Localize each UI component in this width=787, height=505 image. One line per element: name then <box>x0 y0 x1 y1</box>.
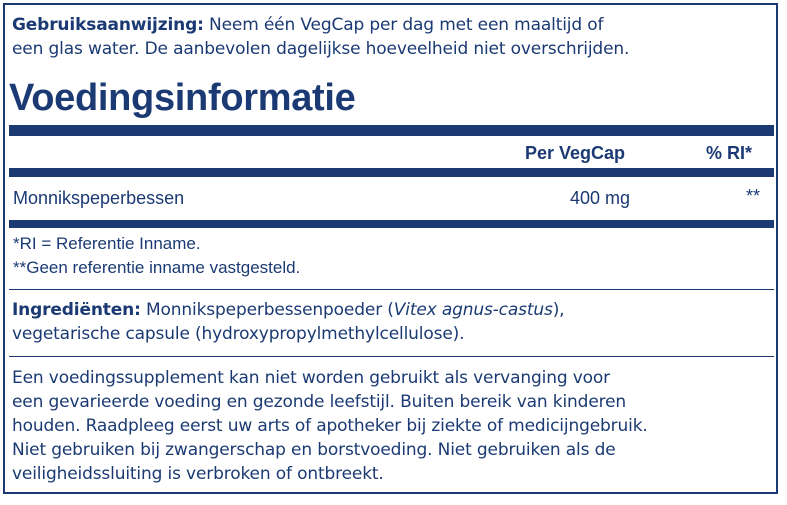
usage-line-1 <box>12 14 772 38</box>
ingredients-line-2: vegetarische capsule (hydroxypropylmethylcellulose). <box>12 324 465 344</box>
usage-line-2: een glas water. De aanbevolen dagelijkse hoeveelheid niet overschrijden. <box>12 39 630 59</box>
nutrition-title: Voedingsinformatie <box>9 77 356 119</box>
ingredients-text-after: ), <box>552 300 565 320</box>
ingredients-label: Ingrediënten: <box>12 300 141 320</box>
warning-line: een gevarieerde voeding en gezonde leefstijl. Buiten bereik van kinderen <box>12 392 627 412</box>
ingredients-line-1 <box>12 299 772 323</box>
column-header-per-vegcap: Per VegCap <box>525 143 626 163</box>
warning-line: Niet gebruiken bij zwangerschap en borstvoeding. Niet gebruiken als de <box>12 440 616 460</box>
column-header-ri: % RI* <box>706 143 753 163</box>
footnote-no-ri: **Geen referentie inname vastgesteld. <box>13 258 301 277</box>
section-divider <box>9 289 774 290</box>
warning-line: veiligheidssluiting is verbroken of ontbreekt. <box>12 464 384 484</box>
ingredient-name-cell: Monnikspeperbessen <box>13 188 185 208</box>
table-bottom-bar <box>9 220 774 228</box>
footnote-ri: *RI = Referentie Inname. <box>13 234 201 253</box>
ingredients-text-before: Monnikspeperbessenpoeder ( <box>146 300 394 320</box>
usage-label: Gebruiksaanwijzing: <box>12 15 204 35</box>
header-divider-bar <box>9 168 774 177</box>
ingredients-latin-name: Vitex agnus-castus <box>393 300 553 320</box>
amount-cell: 400 mg <box>570 188 631 208</box>
title-divider-bar <box>9 125 774 136</box>
section-divider <box>9 356 774 357</box>
ri-cell: ** <box>746 186 761 206</box>
warning-line: houden. Raadpleeg eerst uw arts of apotheker bij ziekte of medicijngebruik. <box>12 416 648 436</box>
warning-line: Een voedingssupplement kan niet worden gebruikt als vervanging voor <box>12 368 610 388</box>
usage-text-1: Neem één VegCap per dag met een maaltijd of <box>209 15 604 35</box>
